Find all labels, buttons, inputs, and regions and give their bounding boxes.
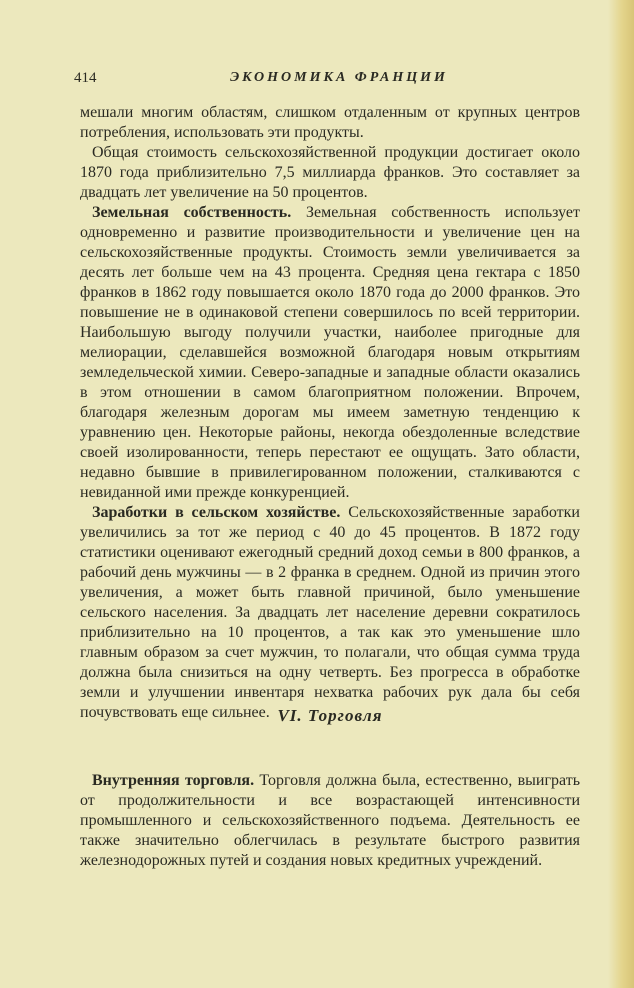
paragraph-text: Торговля должна была, естественно, выиграть от продолжительности и все возрастающей интенсивности промышленного и сельскохозяйственного подъема. Деятельность ее также значительно облегчилась в результате быстрого развития железнодорожных путей и создания новых кредитных учреждений. [80,772,580,869]
paragraph-text: Сельскохозяйственные заработки увеличились за тот же период с 40 до 45 процентов. В 1872 году статистики оценивают ежегодный средний доход семьи в 800 франков, а рабочий день мужчины — в 2 франка в среднем. Одной из причин этого увеличения, а может быть главной причиной, было уменьшение сельского населения. За двадцать лет население деревни сократилось приблизительно на 10 процентов, а так как это уменьшение шло главным образом за счет мужчин, то полагали, что общая сумма труда должна была снизиться на одну четверть. Без прогресса в обработке земли и улучшении инвентаря нехватка рабочих рук дала бы себя почувствовать еще сильнее. [80,504,580,721]
paragraph [80,143,580,203]
paragraph-land-ownership [80,203,580,503]
paragraph-text: мешали многим областям, слишком отдаленным от крупных центров потребления, использовать эти продукты. [80,104,580,141]
paragraph-lead: Внутренняя торговля. [92,772,255,789]
paragraph-text: Общая стоимость сельскохозяйственной продукции достигает около 1870 года приблизительно 7,5 миллиарда франков. Это составляет за двадцать лет увеличение на 50 процентов. [80,144,580,201]
page-edge [608,0,634,988]
page-number: 414 [74,70,97,86]
paragraph-internal-trade [80,771,580,871]
paragraph-lead: Заработки в сельском хозяйстве. [92,504,341,521]
paragraph-lead: Земельная собственность. [92,204,292,221]
paragraph-text: Земельная собственность использует одновременно и развитие производительности и увеличение цен на сельскохозяйственные продукты. Стоимость земли увеличивается за десять лет больше чем на 43 процента. Средняя цена гектара с 1850 франков в 1862 году повышается около 1870 года до 2000 франков. Это повышение не в одинаковой степени совершилось по всей территории. Наибольшую выгоду получили участки, наиболее пригодные для мелиорации, сделавшейся возможной благодаря новым открытиям земледельческой химии. Северо-западные и западные области оказались в этом отношении в самом благоприятном положении. Впрочем, благодаря железным дорогам мы имеем заметную тенденцию к уравнению цен. Некоторые районы, некогда обездоленные вследствие своей изолированности, теперь перестают ее ощущать. Зато области, недавно бывшие в привилегированном положении, сталкиваются с невиданной ими прежде конкуренцией. [80,204,580,501]
section-heading: VI. Торговля [277,706,383,725]
paragraph-agricultural-wages [80,503,580,723]
paragraph [80,103,580,143]
body-text-bottom [80,771,580,871]
body-text-top [80,103,580,723]
running-head [74,70,584,92]
running-title: ЭКОНОМИКА ФРАНЦИИ [230,70,448,85]
